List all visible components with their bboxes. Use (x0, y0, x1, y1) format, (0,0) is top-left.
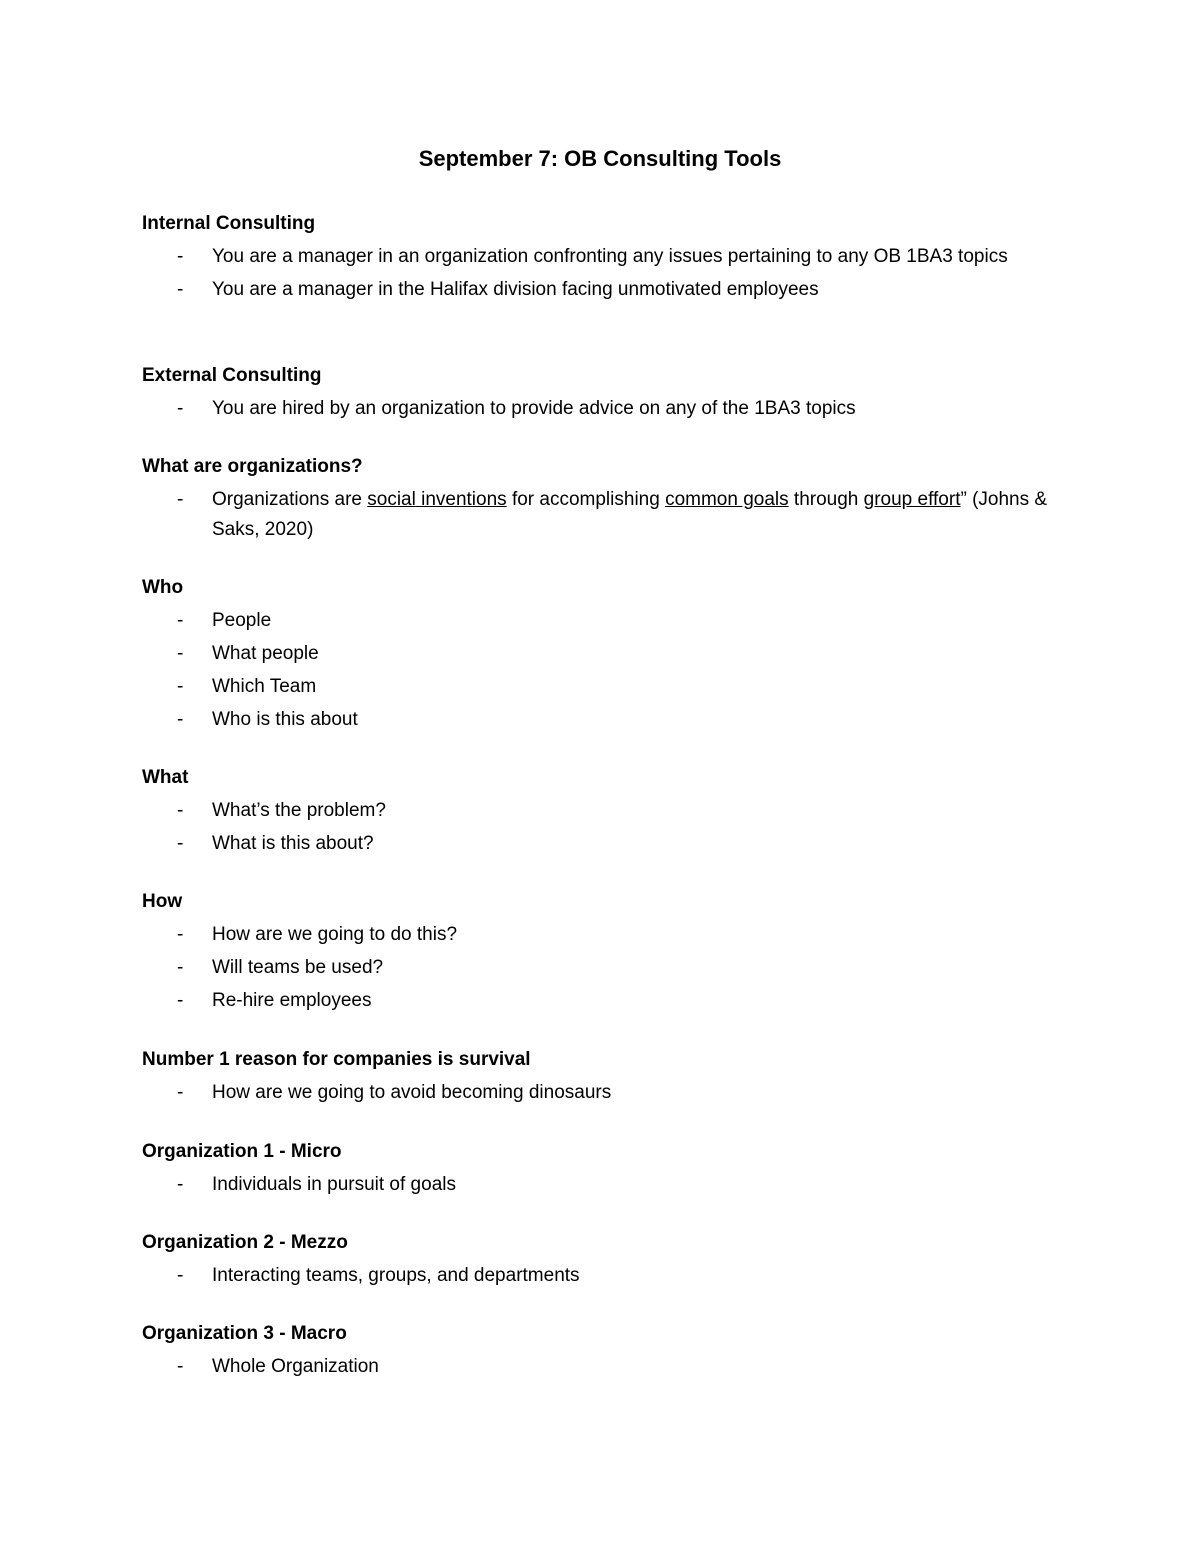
bullet-list (142, 1261, 1062, 1291)
list-item-text: Individuals in pursuit of goals (212, 1174, 456, 1195)
section-organization-mezzo (142, 1228, 1062, 1291)
term-group-effort: group effort (863, 489, 961, 510)
section-survival (142, 1045, 1062, 1108)
dash-bullet: - (177, 709, 184, 730)
section-heading: What (142, 767, 189, 788)
bullet-list (142, 796, 1062, 859)
list-item (142, 705, 1062, 735)
dash-bullet: - (177, 246, 184, 267)
dash-bullet: - (177, 676, 184, 697)
dash-bullet: - (177, 1265, 184, 1286)
list-item (142, 242, 1062, 272)
section-internal-consulting (142, 209, 1062, 305)
dash-bullet: - (177, 800, 184, 821)
section-organization-micro (142, 1137, 1062, 1200)
list-item-text: You are a manager in the Halifax division facing unmotivated employees (212, 279, 819, 300)
list-item (142, 394, 1062, 424)
list-item-text: You are a manager in an organization confronting any issues pertaining to any OB 1BA3 topics (212, 246, 1008, 267)
list-item-text: What is this about? (212, 833, 374, 854)
dash-bullet: - (177, 833, 184, 854)
bullet-list (142, 606, 1062, 735)
list-item-text: What people (212, 643, 319, 664)
list-item (142, 672, 1062, 702)
term-social-inventions: social inventions (367, 489, 507, 510)
definition-text: Organizations are (212, 489, 368, 510)
section-heading: Organization 2 - Mezzo (142, 1232, 348, 1253)
dash-bullet: - (177, 643, 184, 664)
list-item (142, 275, 1062, 305)
list-item-text: How are we going to do this? (212, 924, 458, 945)
section-heading: Internal Consulting (142, 213, 316, 234)
definition-text: for accomplishing (506, 489, 666, 510)
section-how (142, 887, 1062, 1016)
section-heading: External Consulting (142, 365, 322, 386)
bullet-list (142, 394, 1062, 424)
dash-bullet: - (177, 957, 184, 978)
section-heading: Organization 3 - Macro (142, 1323, 347, 1344)
bullet-list (142, 1170, 1062, 1200)
list-item-text: People (212, 610, 272, 631)
definition-text: through (788, 489, 864, 510)
list-item-text: You are hired by an organization to provide advice on any of the 1BA3 topics (212, 398, 856, 419)
organization-definition (212, 485, 1062, 545)
dash-bullet: - (177, 924, 184, 945)
list-item (142, 606, 1062, 636)
section-who (142, 573, 1062, 735)
section-external-consulting (142, 361, 1062, 424)
dash-bullet: - (177, 1356, 184, 1377)
list-item (142, 953, 1062, 983)
section-heading: Number 1 reason for companies is survival (142, 1049, 531, 1070)
list-item (142, 796, 1062, 826)
dash-bullet: - (177, 279, 184, 300)
bullet-list (142, 1078, 1062, 1108)
document-title: September 7: OB Consulting Tools (418, 146, 782, 171)
section-organization-macro (142, 1319, 1062, 1382)
list-item (142, 1078, 1062, 1108)
list-item (142, 986, 1062, 1016)
list-item (142, 1261, 1062, 1291)
list-item-text: Re-hire employees (212, 990, 372, 1011)
list-item-text: Who is this about (212, 709, 358, 730)
list-item-text: Will teams be used? (212, 957, 384, 978)
section-heading: How (142, 891, 183, 912)
dash-bullet: - (177, 1174, 184, 1195)
list-item (142, 485, 1062, 545)
bullet-list (142, 485, 1062, 545)
list-item (142, 1352, 1062, 1382)
section-heading: What are organizations? (142, 456, 363, 477)
citation-text: ” (Johns & Saks, 2020) (212, 489, 1048, 540)
bullet-list (142, 242, 1062, 305)
list-item (142, 639, 1062, 669)
list-item (142, 920, 1062, 950)
list-item-text: How are we going to avoid becoming dinosaurs (212, 1082, 612, 1103)
list-item-text: Which Team (212, 676, 317, 697)
dash-bullet: - (177, 489, 184, 510)
section-heading: Who (142, 577, 184, 598)
dash-bullet: - (177, 610, 184, 631)
list-item-text: Whole Organization (212, 1356, 379, 1377)
bullet-list (142, 1352, 1062, 1382)
bullet-list (142, 920, 1062, 1016)
section-what (142, 763, 1062, 859)
dash-bullet: - (177, 398, 184, 419)
list-item (142, 829, 1062, 859)
dash-bullet: - (177, 990, 184, 1011)
dash-bullet: - (177, 1082, 184, 1103)
list-item-text: What’s the problem? (212, 800, 386, 821)
section-what-are-organizations (142, 452, 1062, 545)
term-common-goals: common goals (665, 489, 789, 510)
list-item-text: Interacting teams, groups, and departments (212, 1265, 580, 1286)
section-heading: Organization 1 - Micro (142, 1141, 342, 1162)
list-item (142, 1170, 1062, 1200)
